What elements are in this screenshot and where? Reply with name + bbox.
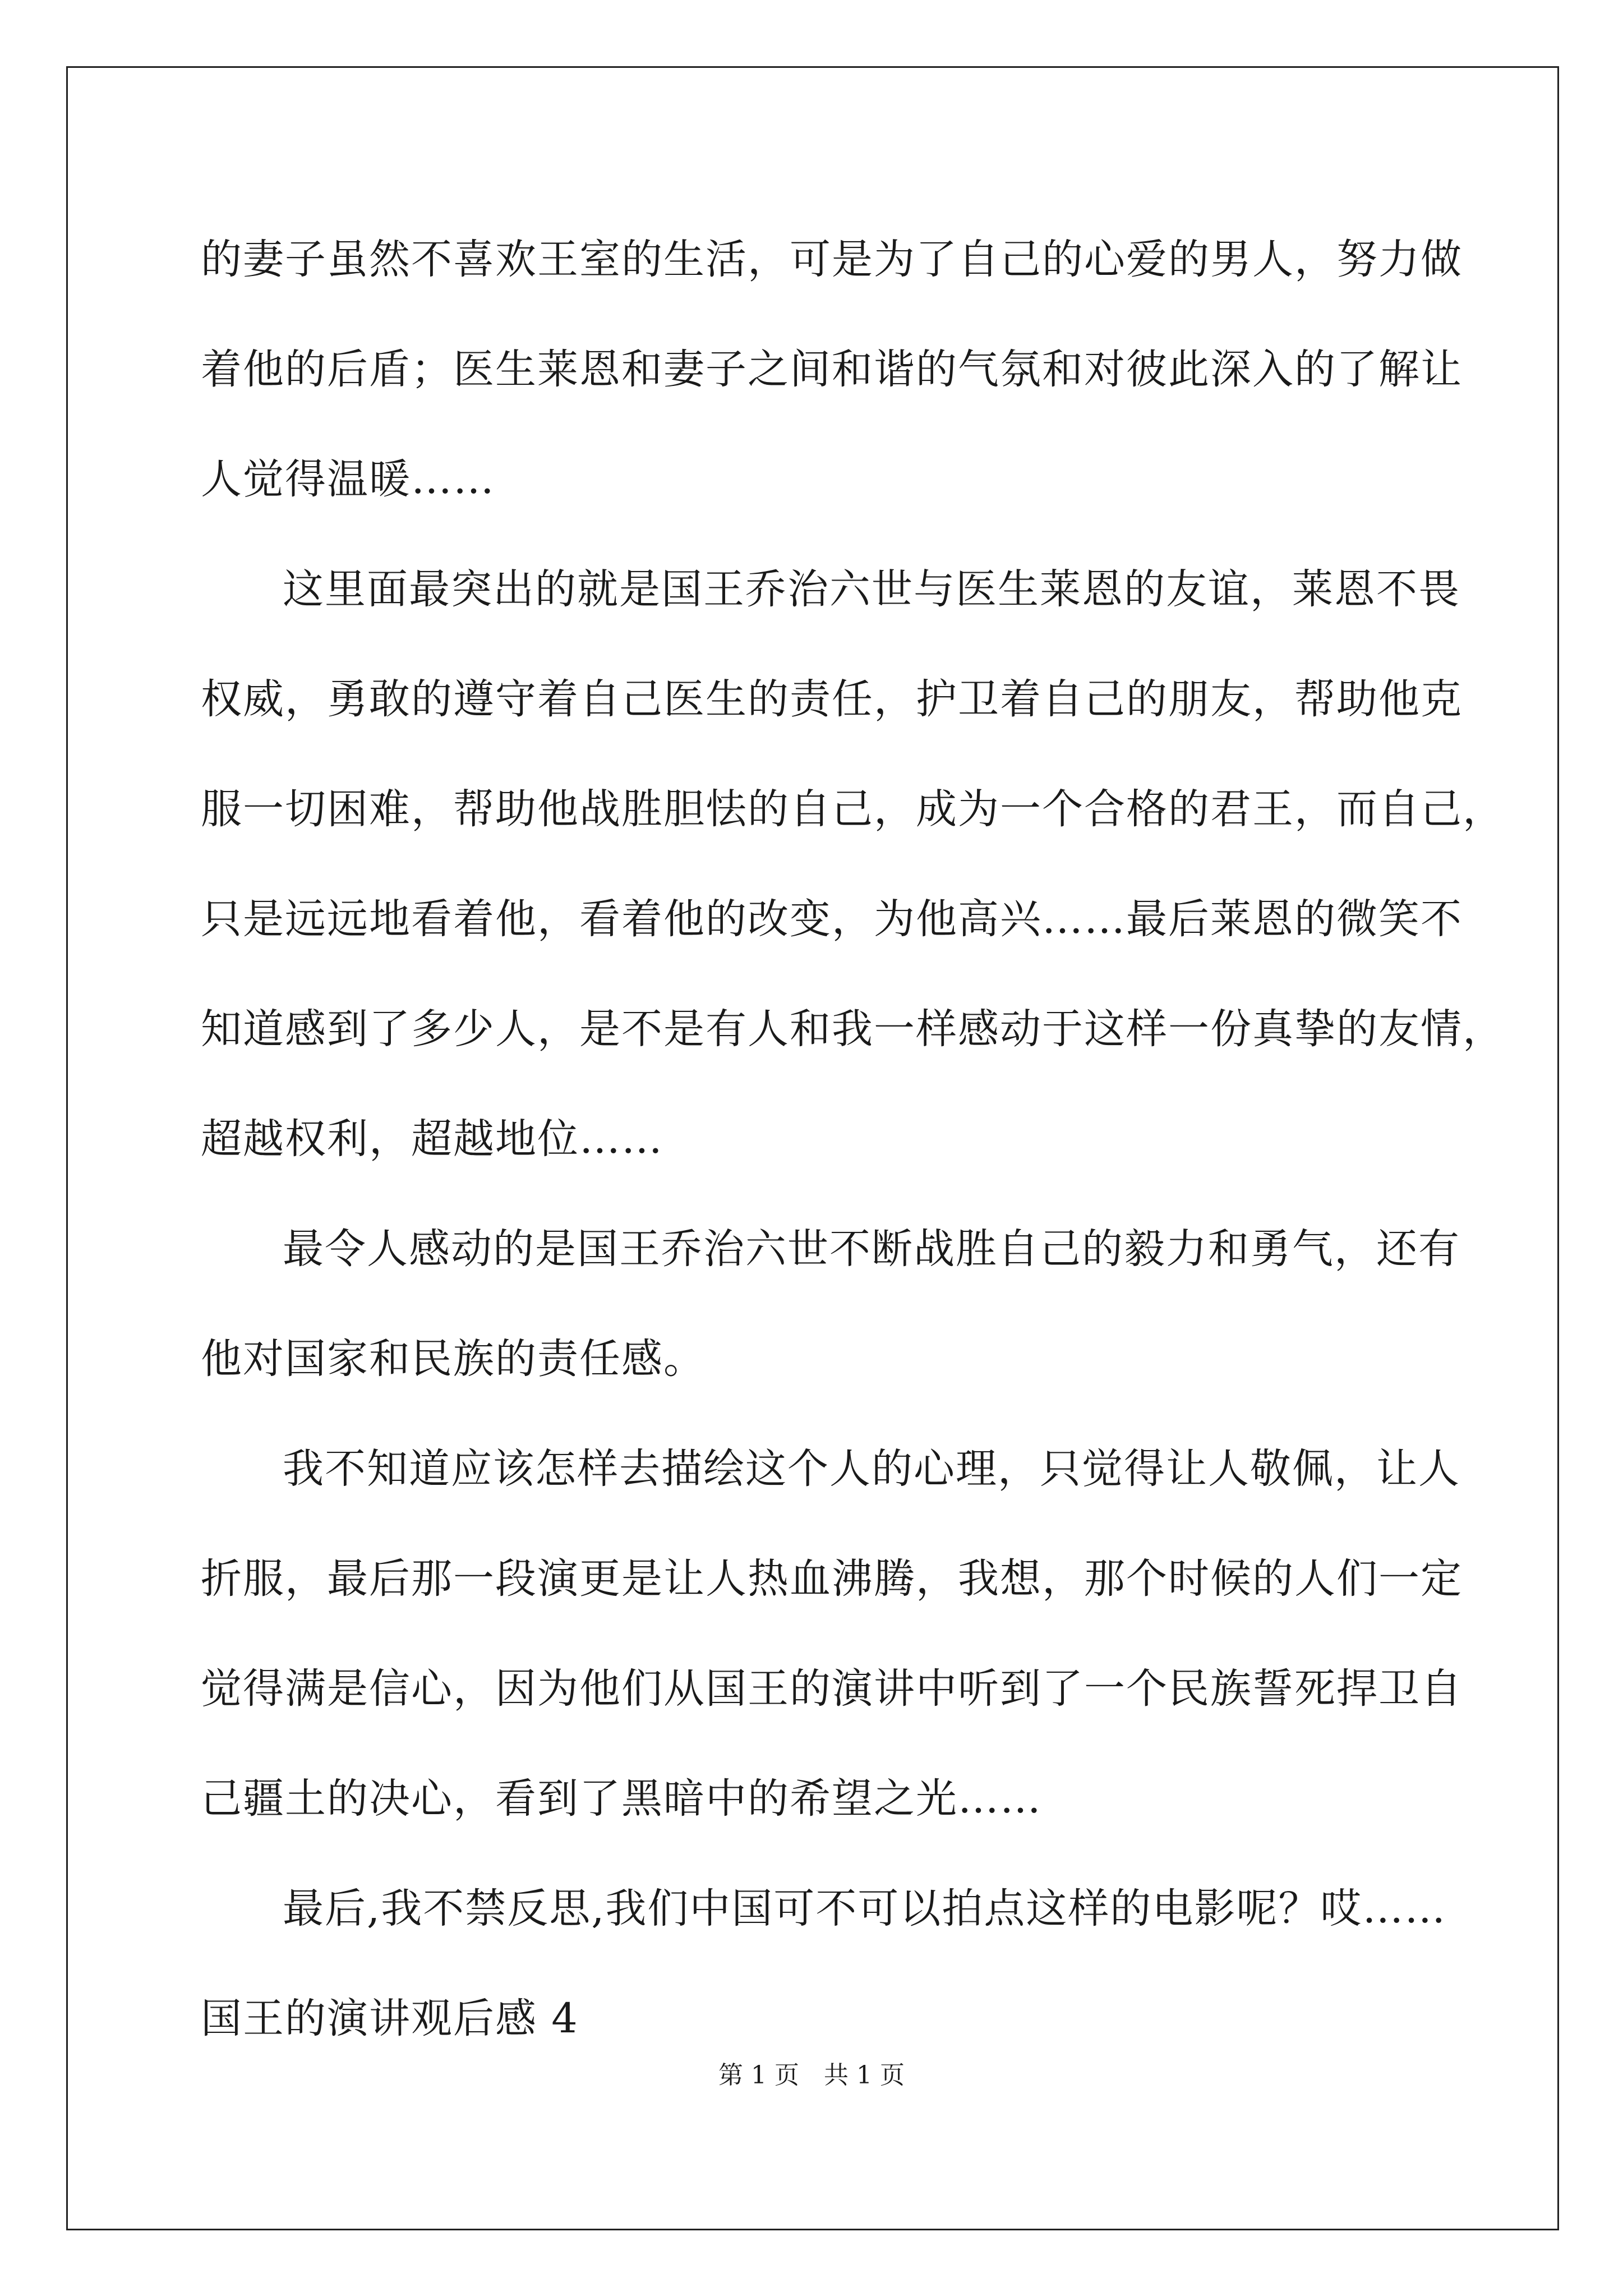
paragraph-start-line: 最后,我不禁反思,我们中国可不可以拍点这样的电影呢？哎…… [283, 1885, 1447, 1932]
paragraph-start-line: 最令人感动的是国王乔治六世不断战胜自己的毅力和勇气，还有 [283, 1225, 1460, 1273]
text-line: 他对国家和民族的责任感。 [201, 1335, 706, 1383]
text-line: 人觉得温暖…… [201, 455, 495, 503]
text-line: 己疆土的决心，看到了黑暗中的希望之光…… [201, 1775, 1042, 1823]
page-number-footer: 第 1 页 共 1 页 [718, 2061, 905, 2090]
text-line: 知道感到了多少人，是不是有人和我一样感动于这样一份真挚的友情， [201, 1005, 1505, 1053]
text-line: 觉得满是信心，因为他们从国王的演讲中听到了一个民族誓死捍卫自 [201, 1665, 1463, 1713]
text-line: 权威，勇敢的遵守着自己医生的责任，护卫着自己的朋友，帮助他克 [201, 675, 1463, 723]
text-line: 服一切困难，帮助他战胜胆怯的自己，成为一个合格的君王，而自己， [201, 785, 1505, 833]
text-line: 超越权利，超越地位…… [201, 1115, 663, 1163]
section-heading: 国王的演讲观后感 4 [201, 1995, 579, 2042]
paragraph-start-line: 我不知道应该怎样去描绘这个人的心理，只觉得让人敬佩，让人 [283, 1445, 1460, 1493]
text-line: 的妻子虽然不喜欢王室的生活，可是为了自己的心爱的男人，努力做 [201, 236, 1463, 283]
text-line: 着他的后盾；医生莱恩和妻子之间和谐的气氛和对彼此深入的了解让 [201, 346, 1463, 393]
document-body [201, 205, 1505, 2074]
text-line: 只是远远地看着他，看着他的改变，为他高兴……最后莱恩的微笑不 [201, 895, 1463, 943]
paragraph-start-line: 这里面最突出的就是国王乔治六世与医生莱恩的友谊，莱恩不畏 [283, 565, 1460, 613]
text-line: 折服，最后那一段演更是让人热血沸腾，我想，那个时候的人们一定 [201, 1555, 1463, 1603]
